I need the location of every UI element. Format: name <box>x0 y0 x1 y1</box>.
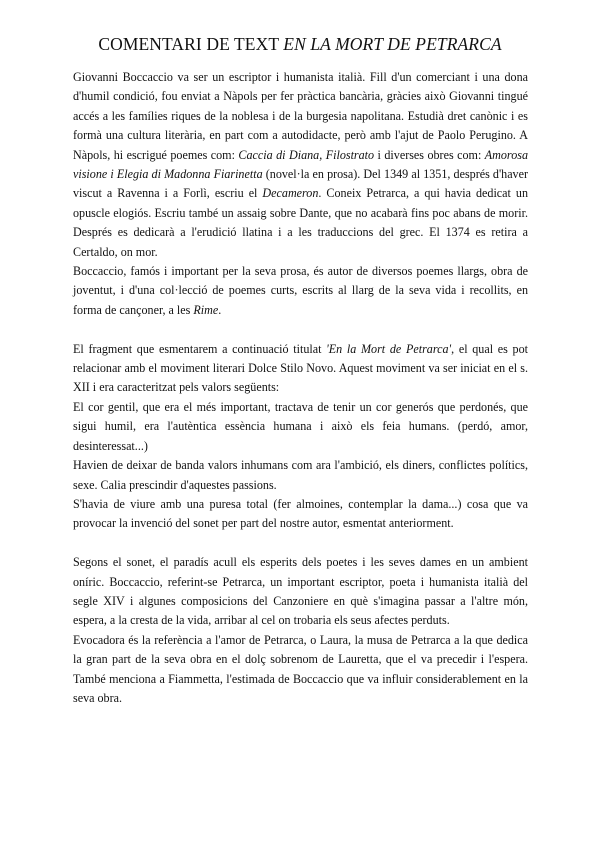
paragraph-biography: Giovanni Boccaccio va ser un escriptor i humanista italià. Fill d'un comerciant i una dona d'humil condició, fou enviat a Nàpols per fer pràctica bancària, gràcies això Giovanni tingué accés a les famílies riques de la noblesa i de la burgesia napolitana. Estudià dret canònic i es formà una cultura literària, en part com a autodidacte, però amb l'ajut de Paolo Perugino. A Nàpols, hi escrigué poemes com: Caccia di Diana, Filostrato i diverses obres com: Amorosa visione i Elegia di Madonna Fiarinetta (novel·la en prosa). Del 1349 al 1351, després d'haver viscut a Ravenna i a Forlì, escriu el Decameron. Coneix Petrarca, a qui havia dedicat un opuscle elogiós. Escriu també un assaig sobre Dante, que no acabarà fins poc abans de morir. Després es dedicarà a l'erudició llatina i a les traduccions del grec. El 1374 es retira a Certaldo, on mor. <box>73 70 529 259</box>
paragraph-spacer <box>73 534 528 553</box>
paragraph-valors: Havien de deixar de banda valors inhumans com ara l'ambició, els diners, conflictes polítics, sexe. Calia prescindir d'aquestes passions. <box>73 458 528 492</box>
paragraph-laura: Evocadora és la referència a l'amor de Petrarca, o Laura, la musa de Petrarca a la que dedica la gran part de la seva obra en el dolç sobrenom de Lauretta, que el va precedir i l'espera. També menciona a Fiammetta, l'estimada de Boccaccio que va influir considerablement en la seva obra. <box>73 632 528 705</box>
paragraph-puresa: S'havia de viure amb una puresa total (fer almoines, contemplar la dama...) cosa que va provocar la invenció del sonet per part del nostre autor, esmentat anteriorment. <box>73 496 528 531</box>
paragraph-cor-gentil: El cor gentil, que era el més important, tractava de tenir un cor generós que perdonés, que sigui humil, era l'autèntica essència humana i això els feia humans. (perdó, amor, desinteressat...) <box>73 399 528 453</box>
paragraph-sonet: Segons el sonet, el paradís acull els esperits dels poetes i les seves dames en un ambient oníric. Boccaccio, referint-se Petrarca, un important escriptor, poeta i humanista italià del segle XIV i algunes composicions del Canzoniere en què s'imagina passar a l'altre món, espera, a la cresta de la vida, arribar al cel on trobaria els seus afectes perduts. <box>73 555 528 628</box>
paragraph-works: Boccaccio, famós i important per la seva prosa, és autor de diversos poemes llargs, obra de joventut, i d'una col·lecció de poemes curts, escrits al llarg de la seva vida i recollits, en forma de cançoner, a les Rime. <box>73 264 528 317</box>
page-title <box>0 34 600 55</box>
paragraph-spacer <box>73 320 528 339</box>
paragraph-fragment-intro: El fragment que esmentarem a continuació titulat 'En la Mort de Petrarca', el qual es pot relacionar amb el moviment literari Dolce Stilo Novo. Aquest moviment va ser iniciat en el s. XII i era caracteritzat pels valors següents: <box>73 341 528 395</box>
title-italic: EN LA MORT DE PETRARCA <box>283 34 502 54</box>
title-main: COMENTARI DE TEXT <box>98 34 284 54</box>
document-body <box>73 68 528 708</box>
